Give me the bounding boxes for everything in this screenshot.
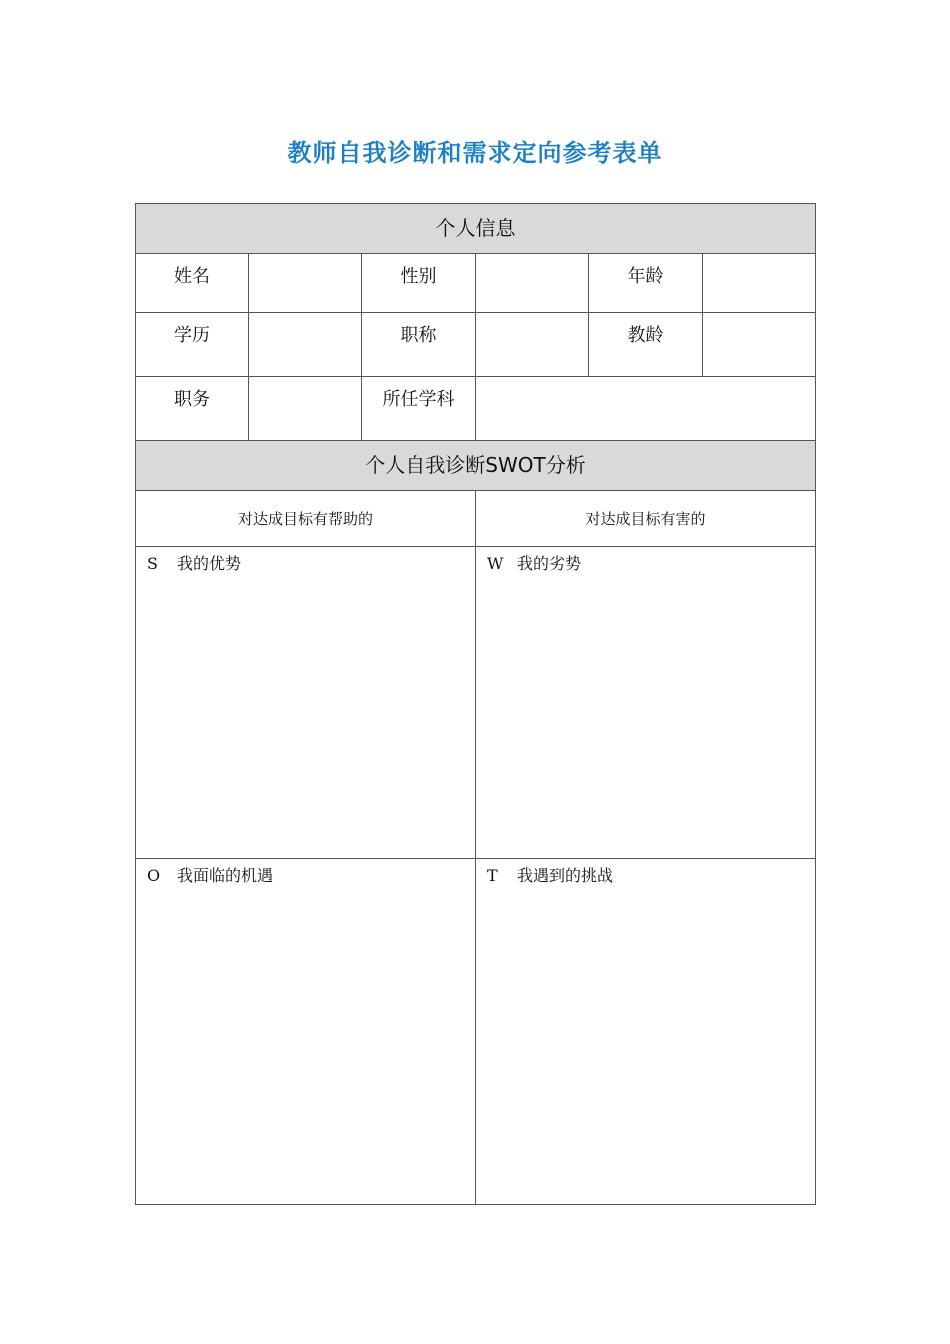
subject-label: 所任学科 xyxy=(362,377,476,441)
age-label: 年龄 xyxy=(589,254,703,313)
weaknesses-letter: W xyxy=(487,554,504,573)
age-field[interactable] xyxy=(703,254,816,313)
opportunities-label: 我面临的机遇 xyxy=(177,866,274,885)
weaknesses-label: 我的劣势 xyxy=(517,554,582,573)
helpful-header: 对达成目标有帮助的 xyxy=(136,491,476,547)
threats-label: 我遇到的挑战 xyxy=(517,866,614,885)
weaknesses-cell[interactable] xyxy=(476,547,816,859)
teaching-years-field[interactable] xyxy=(703,313,816,377)
gender-field[interactable] xyxy=(476,254,589,313)
opportunities-letter: O xyxy=(147,866,161,885)
position-field[interactable] xyxy=(249,377,362,441)
opportunities-cell[interactable] xyxy=(136,859,476,1205)
diagnosis-form-table xyxy=(135,203,816,1205)
swot-header: 个人自我诊断SWOT分析 xyxy=(136,441,816,491)
education-field[interactable] xyxy=(249,313,362,377)
threats-letter: T xyxy=(487,866,498,885)
strengths-letter: S xyxy=(147,554,158,573)
professional-title-field[interactable] xyxy=(476,313,589,377)
threats-cell[interactable] xyxy=(476,859,816,1205)
strengths-cell[interactable] xyxy=(136,547,476,859)
harmful-header: 对达成目标有害的 xyxy=(476,491,816,547)
strengths-label: 我的优势 xyxy=(177,554,242,573)
name-field[interactable] xyxy=(249,254,362,313)
position-label: 职务 xyxy=(136,377,249,441)
page-title: 教师自我诊断和需求定向参考表单 xyxy=(287,139,663,167)
name-label: 姓名 xyxy=(136,254,249,313)
professional-title-label: 职称 xyxy=(362,313,476,377)
teaching-years-label: 教龄 xyxy=(589,313,703,377)
subject-field[interactable] xyxy=(476,377,816,441)
education-label: 学历 xyxy=(136,313,249,377)
gender-label: 性别 xyxy=(362,254,476,313)
personal-info-header: 个人信息 xyxy=(136,204,816,254)
